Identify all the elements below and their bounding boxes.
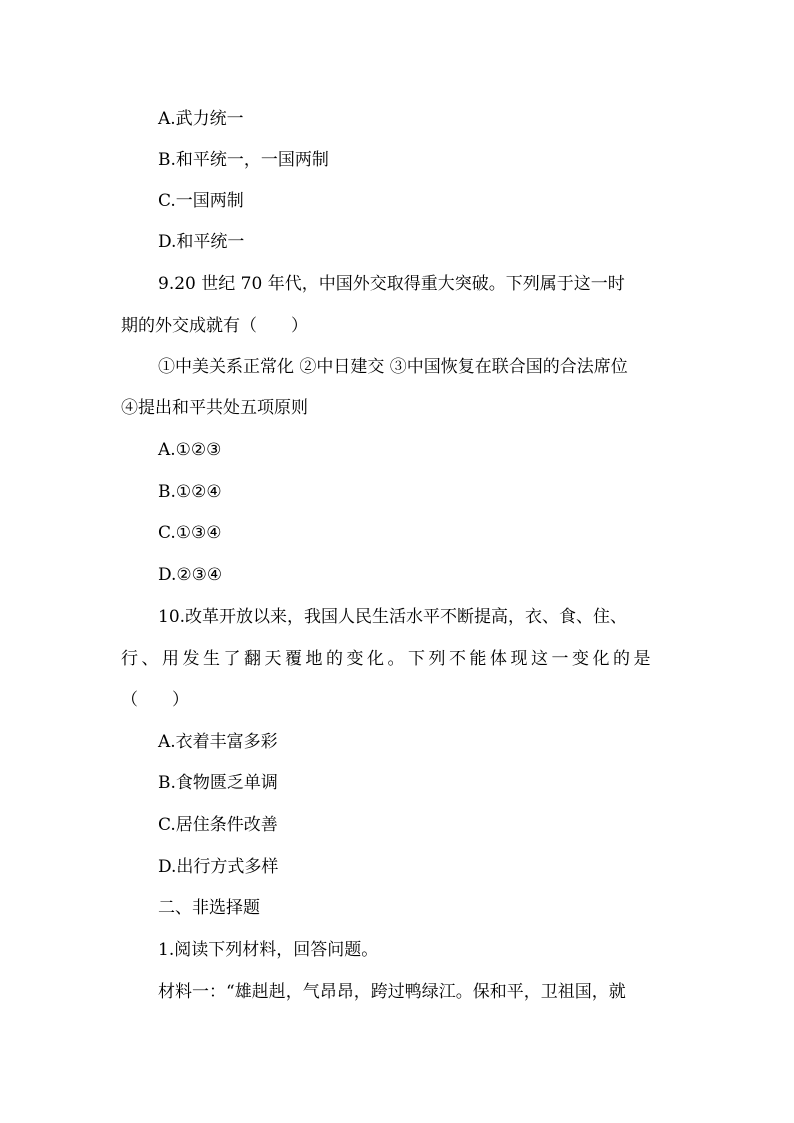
section-heading-non-choice: 二、非选择题 — [158, 898, 260, 918]
material-1-line-1: 材料一：“雄赳赳，气昂昂，跨过鸭绿江。保和平，卫祖国，就 — [158, 982, 626, 1002]
q10-stem-line-3: （ ） — [121, 690, 189, 710]
q8-option-a: A.武力统一 — [158, 109, 244, 129]
q9-option-d: D.②③④ — [158, 565, 223, 585]
q9-option-a: A.①②③ — [158, 440, 222, 460]
q8-option-d: D.和平统一 — [158, 232, 245, 252]
q9-items-line-1: ①中美关系正常化 ②中日建交 ③中国恢复在联合国的合法席位 — [158, 357, 628, 377]
q1-intro: 1.阅读下列材料，回答问题。 — [158, 940, 379, 960]
q10-option-d: D.出行方式多样 — [158, 857, 279, 877]
q8-option-b: B.和平统一，一国两制 — [158, 150, 329, 170]
q9-stem-line-1: 9.20 世纪 70 年代，中国外交取得重大突破。下列属于这一时 — [158, 274, 625, 294]
q9-stem-line-2: 期的外交成就有（ ） — [121, 316, 308, 336]
q10-stem-line-2 — [121, 648, 682, 670]
q10-option-b: B.食物匮乏单调 — [158, 773, 278, 793]
q8-option-c: C.一国两制 — [158, 191, 244, 211]
q10-option-a: A.衣着丰富多彩 — [158, 732, 278, 752]
q10-stem-line-2-text: 行、用发生了翻天覆地的变化。下列不能体现这一变化的是 — [121, 649, 654, 669]
q9-option-c: C.①③④ — [158, 523, 222, 543]
q9-items-line-2: ④提出和平共处五项原则 — [121, 398, 308, 418]
q10-option-c: C.居住条件改善 — [158, 815, 278, 835]
q10-stem-line-1: 10.改革开放以来，我国人民生活水平不断提高，衣、食、住、 — [158, 607, 628, 627]
q9-option-b: B.①②④ — [158, 482, 222, 502]
